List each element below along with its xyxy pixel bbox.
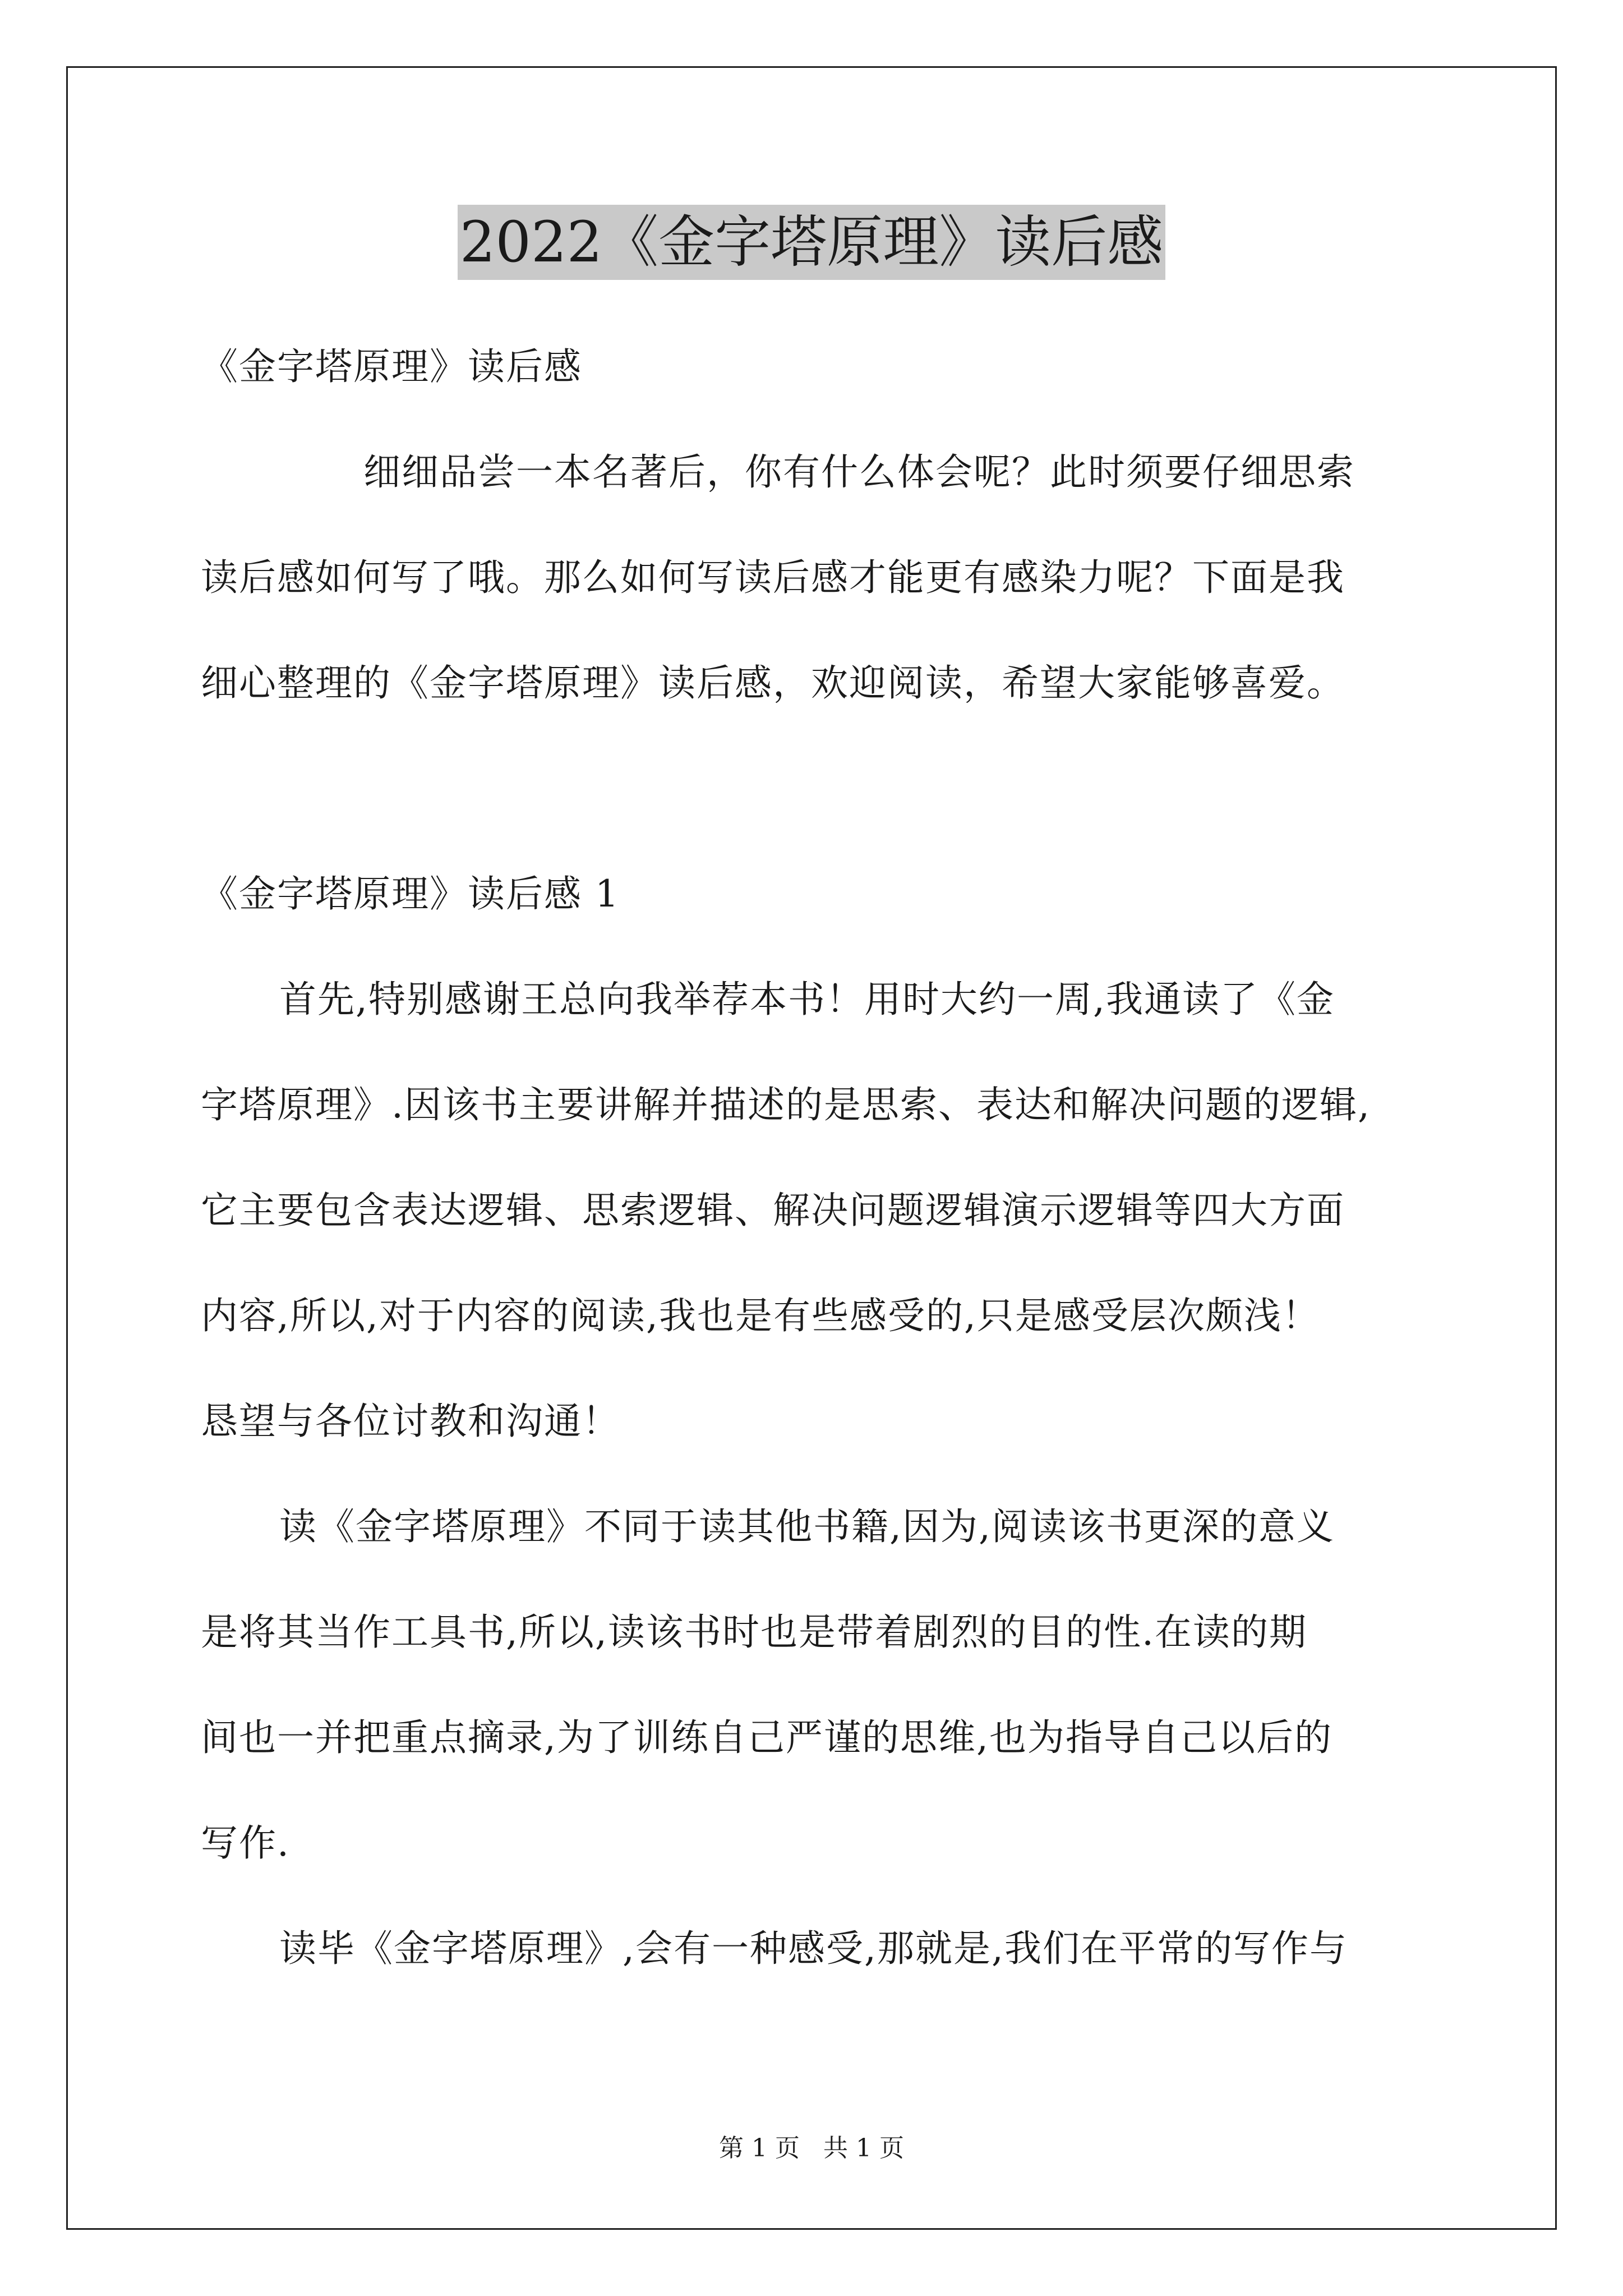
intro-line: 细细品尝一本名著后，你有什么体会呢？此时须要仔细思索: [363, 450, 1355, 494]
paragraph-line: 内容,所以,对于内容的阅读,我也是有些感受的,只是感受层次颇浅！: [201, 1294, 1320, 1337]
paragraph-line: 间也一并把重点摘录,为了训练自己严谨的思维,也为指导自己以后的: [201, 1716, 1332, 1759]
section-heading: 《金字塔原理》读后感 1: [201, 872, 620, 915]
paragraph-line: 写作.: [201, 1821, 290, 1865]
paragraph-line: 读毕《金字塔原理》,会有一种感受,那就是,我们在平常的写作与: [279, 1927, 1348, 1970]
paragraph-line: 读《金字塔原理》不同于读其他书籍,因为,阅读该书更深的意义: [279, 1505, 1335, 1548]
spacer: [201, 736, 1435, 841]
document-title: [0, 205, 1623, 280]
document-title-text: 2022《金字塔原理》读后感: [458, 205, 1166, 280]
paragraph-line: 字塔原理》.因该书主要讲解并描述的是思索、表达和解决问题的逻辑,: [201, 1083, 1371, 1126]
intro-line: 读后感如何写了哦。那么如何写读后感才能更有感染力呢？下面是我: [201, 556, 1345, 599]
page-footer: 第 1 页 共 1 页: [719, 2134, 904, 2162]
paragraph-line: 它主要包含表达逻辑、思索逻辑、解决问题逻辑演示逻辑等四大方面: [201, 1189, 1345, 1232]
paragraph-line: 恳望与各位讨教和沟通！: [201, 1400, 620, 1443]
document-body: [201, 314, 1435, 2001]
subtitle: 《金字塔原理》读后感: [201, 345, 582, 388]
paragraph-line: 首先,特别感谢王总向我举荐本书！用时大约一周,我通读了《金: [279, 978, 1335, 1021]
intro-line: 细心整理的《金字塔原理》读后感，欢迎阅读，希望大家能够喜爱。: [201, 661, 1345, 705]
paragraph-line: 是将其当作工具书,所以,读该书时也是带着剧烈的目的性.在读的期: [201, 1611, 1307, 1654]
